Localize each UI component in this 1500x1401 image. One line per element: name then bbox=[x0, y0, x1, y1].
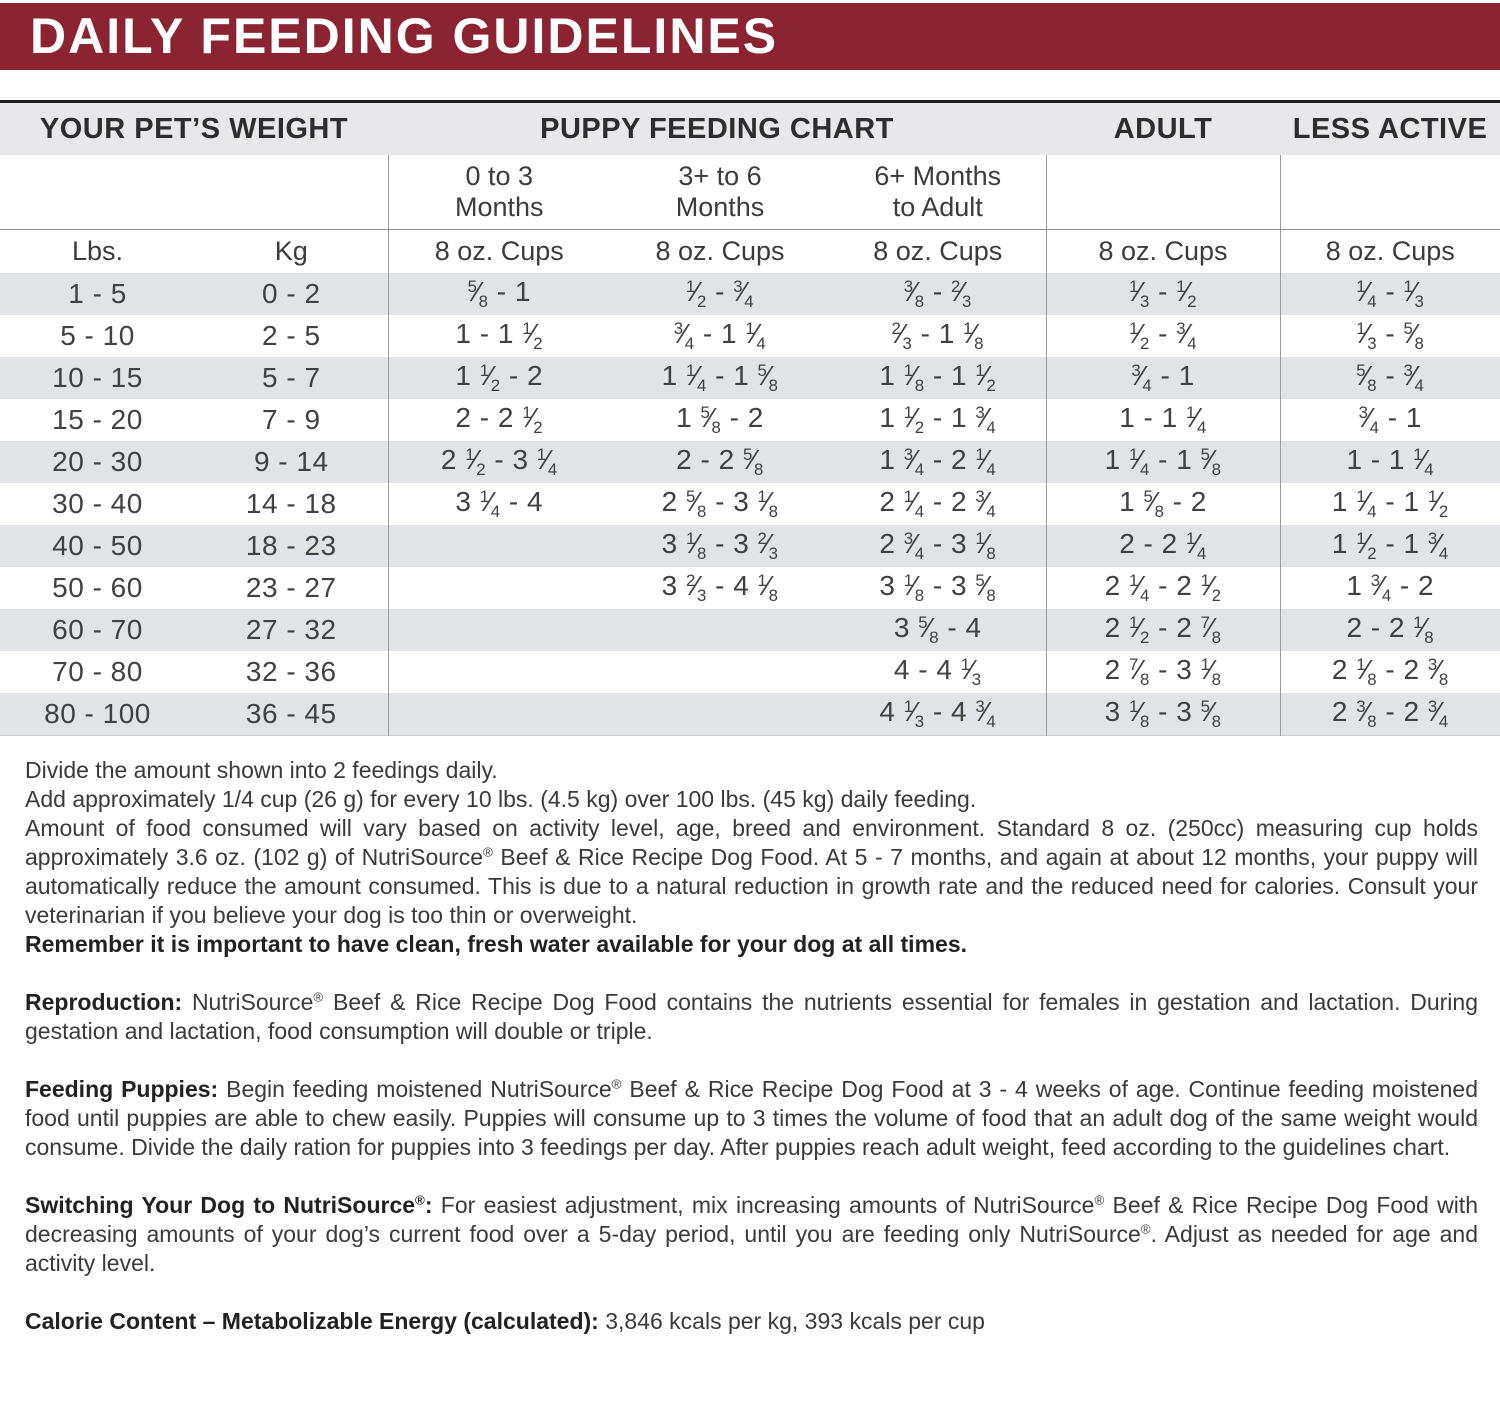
note-section bbox=[25, 1307, 1478, 1336]
note-paragraph: Reproduction: NutriSource® Beef & Rice Recipe Dog Food contains the nutrients essential for females in gestation and lactation. During gestation and lactation, food consumption will double or triple. bbox=[25, 989, 1478, 1044]
table-cell: 1 $^1⁄_8 - 1$ $^1⁄_2$ bbox=[879, 360, 997, 395]
table-cell: 23 - 27 bbox=[245, 572, 337, 603]
table-cell: 14 - 18 bbox=[245, 488, 337, 519]
table-cell bbox=[610, 609, 830, 651]
table-cell: $^3⁄_8$ - $^2⁄_3$ bbox=[903, 276, 972, 311]
table-cell: 0 - 2 bbox=[261, 278, 321, 309]
table-row bbox=[0, 441, 1500, 483]
header-your-pets-weight: YOUR PET’S WEIGHT bbox=[0, 102, 388, 156]
table-cell: 3 $^5⁄_8 - 4$ bbox=[893, 612, 982, 647]
table-cell: $^2⁄_3 - 1$ $^1⁄_8$ bbox=[891, 318, 984, 353]
table-cell: $^1⁄_3$ - $^1⁄_2$ bbox=[1046, 273, 1280, 315]
note-section bbox=[25, 988, 1478, 1046]
note-paragraph: Amount of food consumed will vary based on activity level, age, breed and environment. Standard 8 oz. (250cc) measuring cup holds approximately 3.6 oz. (102 g) of NutriSource® Beef & Rice Recipe Dog Food. At 5 - 7 months, and again at about 12 months, your puppy will automatically reduce the amount consumed. This is due to a natural reduction in growth rate and the reduced need for calories. Consult your veterinarian if you believe your dog is too thin or overweight. bbox=[25, 815, 1478, 928]
table-cell: 2 $^7⁄_8 - 3$ $^1⁄_8$ bbox=[1046, 651, 1280, 693]
table-cell: 1 $^5⁄_8 - 2$ bbox=[1046, 483, 1280, 525]
table-cell: 4 $^1⁄_3 - 4$ $^3⁄_4$ bbox=[879, 696, 997, 731]
header-puppy-feeding-chart: PUPPY FEEDING CHART bbox=[388, 102, 1046, 156]
table-cell: 40 - 50 bbox=[52, 530, 143, 561]
notes bbox=[0, 736, 1500, 1336]
table-cell: $^1⁄_3$ - $^5⁄_8$ bbox=[1280, 315, 1500, 357]
table-cell: 9 - 14 bbox=[253, 446, 329, 477]
table-cell: 1 $^3⁄_4 - 2$ $^1⁄_4$ bbox=[879, 444, 997, 479]
age-header-row bbox=[0, 155, 1500, 230]
unit-cups: 8 oz. Cups bbox=[830, 230, 1046, 274]
header-adult: ADULT bbox=[1046, 102, 1280, 156]
note-paragraph: Feeding Puppies: Begin feeding moistened NutriSource® Beef & Rice Recipe Dog Food at 3 - 4 weeks of age. Continue feeding moistened food until puppies are able to chew easily. Puppies will consume up to 3 times the volume of food that an adult dog of the same weight would consume. Divide the daily ration for puppies into 3 feedings per day. After puppies reach adult weight, feed according to the guidelines chart. bbox=[25, 1076, 1478, 1160]
table-cell: 2 $^1⁄_4 - 2$ $^3⁄_4$ bbox=[879, 486, 997, 521]
table-row bbox=[0, 609, 1500, 651]
table-cell: 10 - 15 bbox=[52, 362, 143, 393]
table-cell: 2 - 2 $^5⁄_8$ bbox=[676, 444, 764, 479]
table-row bbox=[0, 483, 1500, 525]
unit-cups: 8 oz. Cups bbox=[1046, 230, 1280, 274]
table-row bbox=[0, 315, 1500, 357]
note-paragraph: Remember it is important to have clean, fresh water available for your dog at all times. bbox=[25, 931, 968, 957]
age-header-spacer bbox=[0, 155, 388, 230]
table-cell bbox=[388, 525, 610, 567]
note-paragraph: Calorie Content – Metabolizable Energy (calculated): 3,846 kcals per kg, 393 kcals per cup bbox=[25, 1308, 985, 1334]
unit-cups: 8 oz. Cups bbox=[388, 230, 610, 274]
unit-header-row bbox=[0, 230, 1500, 274]
feeding-table-body bbox=[0, 273, 1500, 736]
note-section bbox=[25, 1075, 1478, 1162]
table-cell: 30 - 40 bbox=[52, 488, 143, 519]
table-row bbox=[0, 399, 1500, 441]
table-cell: 2 $^1⁄_2 - 3$ $^1⁄_4$ bbox=[388, 441, 610, 483]
table-cell: 36 - 45 bbox=[245, 698, 337, 729]
table-cell: 1 $^1⁄_2 - 1$ $^3⁄_4$ bbox=[879, 402, 997, 437]
table-cell: $^3⁄_4 - 1$ $^1⁄_4$ bbox=[673, 318, 767, 353]
group-header-row bbox=[0, 102, 1500, 156]
table-cell: 5 - 10 bbox=[60, 320, 135, 351]
table-cell: 70 - 80 bbox=[52, 656, 143, 687]
page-title: DAILY FEEDING GUIDELINES bbox=[30, 8, 779, 64]
table-cell: 1 - 5 bbox=[68, 278, 127, 309]
table-cell: 2 - 2 $^1⁄_8$ bbox=[1280, 609, 1500, 651]
table-cell: 4 - 4 $^1⁄_3$ bbox=[893, 654, 982, 689]
table-cell: 1 - 1 $^1⁄_4$ bbox=[1280, 441, 1500, 483]
table-cell: 3 $^1⁄_8 - 3$ $^2⁄_3$ bbox=[661, 528, 779, 563]
note-section bbox=[25, 1191, 1478, 1278]
note-section bbox=[25, 756, 1478, 959]
table-cell: 2 $^5⁄_8 - 3$ $^1⁄_8$ bbox=[661, 486, 779, 521]
table-row bbox=[0, 651, 1500, 693]
table-cell: 1 $^1⁄_4 - 1$ $^5⁄_8$ bbox=[661, 360, 779, 395]
note-paragraph: Divide the amount shown into 2 feedings daily. bbox=[25, 757, 498, 783]
age-header-adult-spacer bbox=[1046, 155, 1280, 230]
table-cell: 1 - 1 $^1⁄_2$ bbox=[388, 315, 610, 357]
table-cell: 32 - 36 bbox=[245, 656, 337, 687]
table-cell bbox=[610, 693, 830, 736]
table-cell bbox=[388, 567, 610, 609]
title-bar bbox=[0, 3, 1500, 70]
table-cell: 1 $^3⁄_4 - 2$ bbox=[1280, 567, 1500, 609]
table-cell: 18 - 23 bbox=[245, 530, 337, 561]
age-header-3-6-months: 3+ to 6 Months bbox=[610, 155, 830, 230]
table-cell: 1 $^1⁄_2 - 2$ bbox=[388, 357, 610, 399]
table-cell: $^3⁄_4 - 1$ bbox=[1280, 399, 1500, 441]
table-cell: 3 $^1⁄_8 - 3$ $^5⁄_8$ bbox=[879, 570, 997, 605]
age-header-less-active-spacer bbox=[1280, 155, 1500, 230]
table-cell bbox=[388, 651, 610, 693]
table-cell: $^3⁄_4 - 1$ bbox=[1046, 357, 1280, 399]
table-cell: 20 - 30 bbox=[52, 446, 143, 477]
age-header-6-months-adult: 6+ Months to Adult bbox=[830, 155, 1046, 230]
table-cell bbox=[610, 651, 830, 693]
note-paragraph: Add approximately 1/4 cup (26 g) for every 10 lbs. (4.5 kg) over 100 lbs. (45 kg) daily feeding. bbox=[25, 786, 977, 812]
table-cell: 1 $^1⁄_4 - 1$ $^5⁄_8$ bbox=[1046, 441, 1280, 483]
table-cell: $^5⁄_8 - 1$ bbox=[388, 273, 610, 315]
table-cell: 50 - 60 bbox=[52, 572, 143, 603]
table-cell: 1 $^1⁄_4 - 1$ $^1⁄_2$ bbox=[1280, 483, 1500, 525]
table-row bbox=[0, 525, 1500, 567]
unit-cups: 8 oz. Cups bbox=[1280, 230, 1500, 274]
table-row bbox=[0, 567, 1500, 609]
feeding-table bbox=[0, 100, 1500, 736]
table-cell bbox=[388, 609, 610, 651]
table-cell: 1 $^5⁄_8 - 2$ bbox=[676, 402, 764, 437]
table-cell: 3 $^2⁄_3 - 4$ $^1⁄_8$ bbox=[661, 570, 779, 605]
table-cell: 2 $^3⁄_4 - 3$ $^1⁄_8$ bbox=[879, 528, 997, 563]
table-cell: $^1⁄_4$ - $^1⁄_3$ bbox=[1280, 273, 1500, 315]
table-cell: 2 $^1⁄_2 - 2$ $^7⁄_8$ bbox=[1046, 609, 1280, 651]
table-cell: 2 - 2 $^1⁄_4$ bbox=[1046, 525, 1280, 567]
table-cell: 5 - 7 bbox=[261, 362, 321, 393]
table-cell: 3 $^1⁄_8 - 3$ $^5⁄_8$ bbox=[1046, 693, 1280, 736]
table-cell: 7 - 9 bbox=[261, 404, 321, 435]
header-less-active: LESS ACTIVE bbox=[1280, 102, 1500, 156]
age-header-0-3-months: 0 to 3 Months bbox=[388, 155, 610, 230]
unit-lbs: Lbs. bbox=[0, 230, 195, 274]
table-cell: 1 $^1⁄_2 - 1$ $^3⁄_4$ bbox=[1280, 525, 1500, 567]
table-row bbox=[0, 693, 1500, 736]
table-cell: 2 - 2 $^1⁄_2$ bbox=[388, 399, 610, 441]
table-cell: 2 $^3⁄_8 - 2$ $^3⁄_4$ bbox=[1280, 693, 1500, 736]
table-cell: 27 - 32 bbox=[245, 614, 337, 645]
table-cell bbox=[388, 693, 610, 736]
table-cell: 15 - 20 bbox=[52, 404, 143, 435]
table-cell: 80 - 100 bbox=[44, 698, 151, 729]
table-row bbox=[0, 273, 1500, 315]
note-paragraph: Switching Your Dog to NutriSource®: For easiest adjustment, mix increasing amounts of NutriSource® Beef & Rice Recipe Dog Food with decreasing amounts of your dog’s current food over a 5-day period, until you are feeding only NutriSource®. Adjust as needed for age and activity level. bbox=[25, 1192, 1478, 1276]
table-cell: 2 $^1⁄_4 - 2$ $^1⁄_2$ bbox=[1046, 567, 1280, 609]
table-cell: $^1⁄_2$ - $^3⁄_4$ bbox=[1046, 315, 1280, 357]
table-cell: 60 - 70 bbox=[52, 614, 143, 645]
unit-cups: 8 oz. Cups bbox=[610, 230, 830, 274]
table-cell: $^5⁄_8$ - $^3⁄_4$ bbox=[1280, 357, 1500, 399]
table-cell: 3 $^1⁄_4 - 4$ bbox=[388, 483, 610, 525]
table-cell: 1 - 1 $^1⁄_4$ bbox=[1046, 399, 1280, 441]
table-row bbox=[0, 357, 1500, 399]
unit-kg: Kg bbox=[195, 230, 388, 274]
table-cell: 2 - 5 bbox=[261, 320, 321, 351]
table-cell: 2 $^1⁄_8 - 2$ $^3⁄_8$ bbox=[1280, 651, 1500, 693]
table-cell: $^1⁄_2$ - $^3⁄_4$ bbox=[685, 276, 755, 311]
